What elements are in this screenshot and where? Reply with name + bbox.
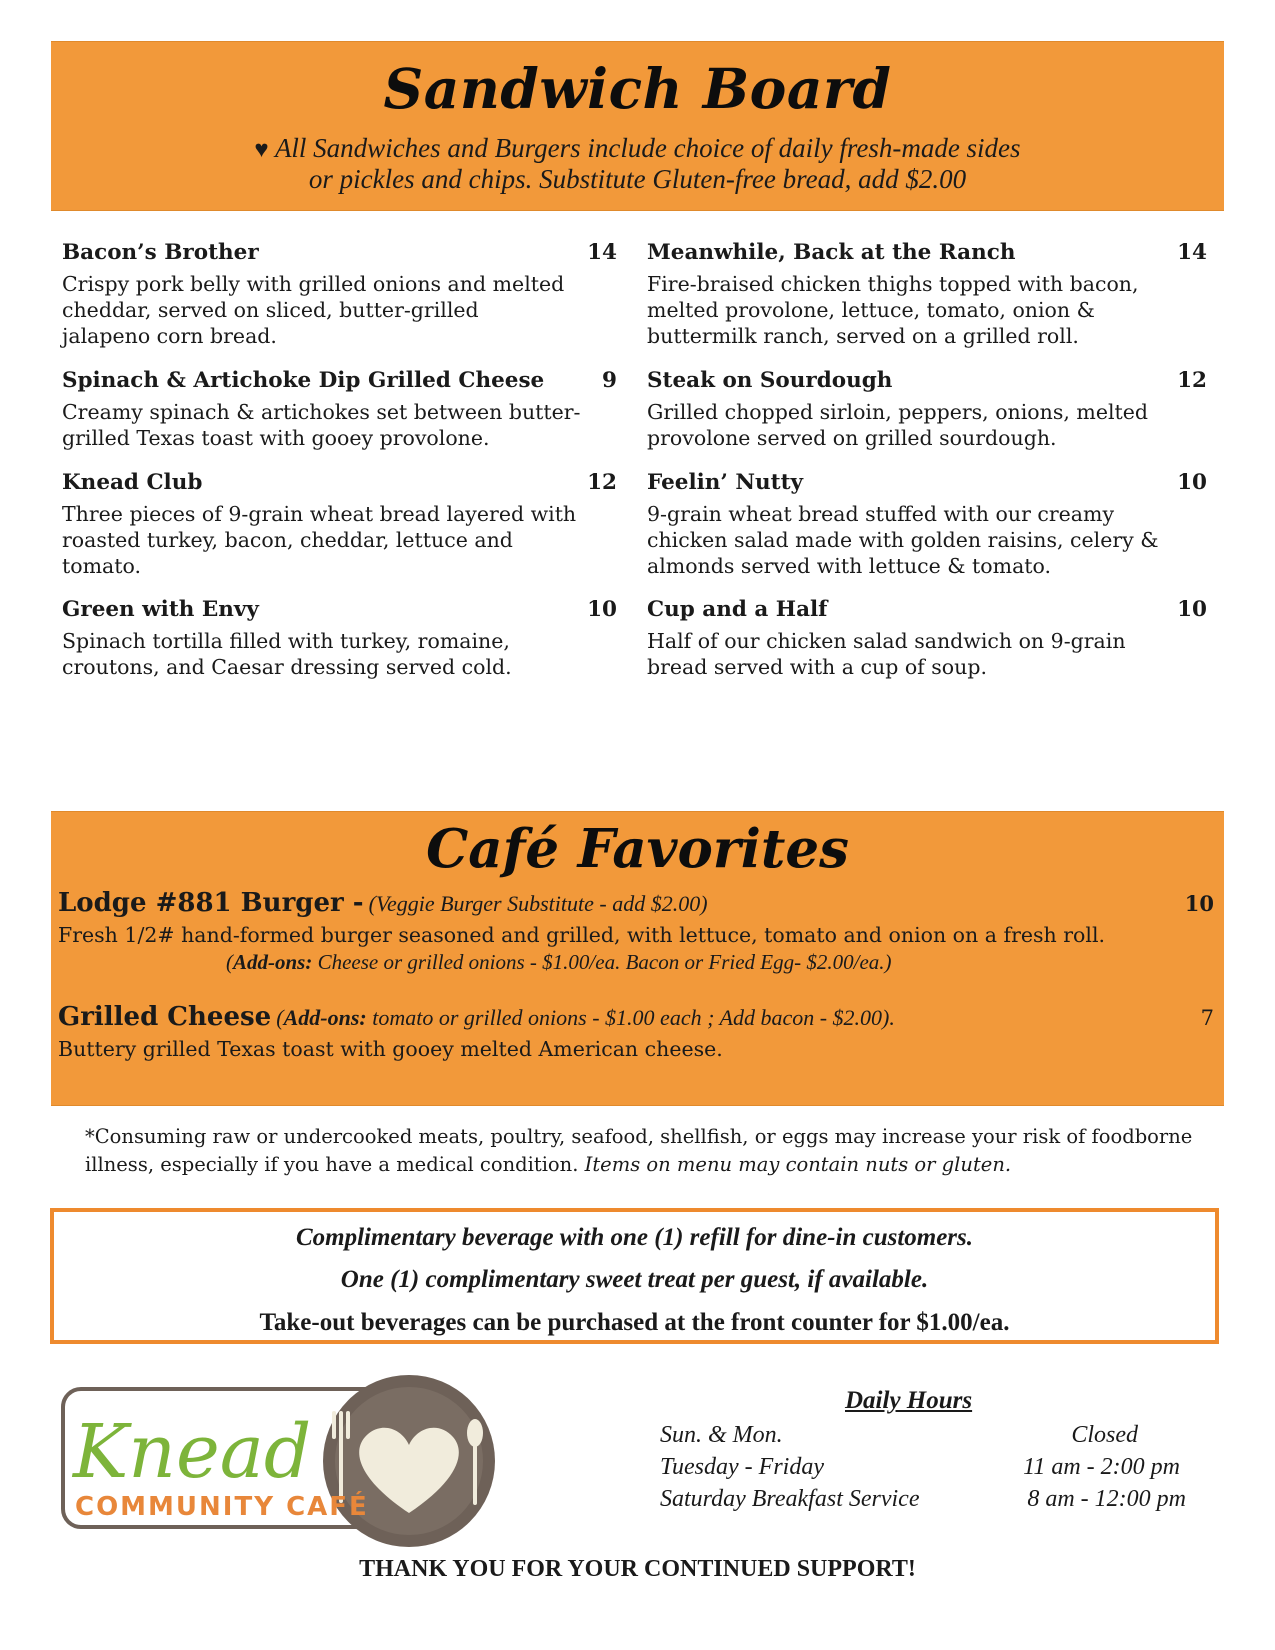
addon-text: Cheese or grilled onions - $1.00/ea. Bacon or Fried Egg- $2.00/ea.) xyxy=(317,950,892,974)
note-line-1: All Sandwiches and Burgers include choice of daily fresh-made sides xyxy=(274,133,1021,163)
item-price: 12 xyxy=(1177,368,1207,393)
item-price: 10 xyxy=(587,597,617,622)
logo-word-community-cafe: COMMUNITY CAFÉ xyxy=(75,1492,369,1522)
item-description: 9-grain wheat bread stuffed with our creamy chicken salad made with golden raisins, celery & almonds served with lettuce & tomato. xyxy=(647,502,1159,578)
menu-item xyxy=(62,597,617,680)
addon-label: Add-ons: xyxy=(233,950,313,974)
item-description: Grilled chopped sirloin, peppers, onions, melted provolone served on grilled sourdough. xyxy=(647,400,1149,450)
menu-item xyxy=(647,597,1207,680)
addon-label: Add-ons: xyxy=(283,1005,367,1030)
item-price: 10 xyxy=(1177,470,1207,495)
burger-addons: (Add-ons: Cheese or grilled onions - $1.00/ea. Bacon or Fried Egg- $2.00/ea.) xyxy=(226,950,892,974)
burger-note: (Veggie Burger Substitute - add $2.00) xyxy=(368,891,708,916)
menu-item xyxy=(647,240,1207,349)
grilled-cheese-description: Buttery grilled Texas toast with gooey melted American cheese. xyxy=(58,1037,723,1061)
beverage-line-3: Take-out beverages can be purchased at the front counter for $1.00/ea. xyxy=(259,1309,1010,1336)
thank-you-message: THANK YOU FOR YOUR CONTINUED SUPPORT! xyxy=(359,1556,916,1582)
food-safety-disclaimer xyxy=(85,1123,1195,1179)
item-name: Cup and a Half xyxy=(647,597,828,622)
cafe-favorites-banner xyxy=(51,811,1224,1106)
sandwich-board-banner xyxy=(51,41,1224,211)
item-name: Green with Envy xyxy=(62,597,259,622)
hours-time: Closed xyxy=(1071,1422,1138,1448)
item-price: 9 xyxy=(602,368,617,393)
cafe-favorites-title: Café Favorites xyxy=(426,818,849,880)
hours-day: Tuesday - Friday xyxy=(660,1454,824,1480)
grilled-cheese-item xyxy=(58,1002,1214,1062)
beverage-line-2: One (1) complimentary sweet treat per guest, if available. xyxy=(340,1266,929,1293)
knead-community-cafe-logo xyxy=(61,1373,497,1549)
menu-item xyxy=(647,470,1207,579)
item-price: 14 xyxy=(1177,240,1207,265)
logo-graphic xyxy=(61,1373,497,1549)
item-description: Three pieces of 9-grain wheat bread layered with roasted turkey, bacon, cheddar, lettuce and tomato. xyxy=(62,502,577,578)
addon-text: tomato or grilled onions - $1.00 each ; Add bacon - $2.00). xyxy=(372,1005,895,1030)
disclaimer-allergen-note: Items on menu may contain nuts or gluten. xyxy=(584,1153,1012,1176)
burger-name: Lodge #881 Burger - xyxy=(58,888,364,918)
note-line-2: or pickles and chips. Substitute Gluten-free bread, add $2.00 xyxy=(308,164,967,194)
burger-description: Fresh 1/2# hand-formed burger seasoned and grilled, with lettuce, tomato and onion on a fresh roll. xyxy=(58,923,1106,947)
grilled-cheese-addons: (Add-ons: tomato or grilled onions - $1.00 each ; Add bacon - $2.00). xyxy=(276,1005,895,1030)
grilled-cheese-price: 7 xyxy=(1200,1006,1214,1030)
burger-item xyxy=(58,888,1214,975)
hours-day: Sun. & Mon. xyxy=(660,1422,783,1448)
item-price: 14 xyxy=(587,240,617,265)
hours-day: Saturday Breakfast Service xyxy=(660,1486,920,1512)
grilled-cheese-name: Grilled Cheese xyxy=(58,1002,272,1032)
item-description: Spinach tortilla filled with turkey, romaine, croutons, and Caesar dressing served cold. xyxy=(62,629,512,679)
item-name: Meanwhile, Back at the Ranch xyxy=(647,240,1016,265)
sandwich-board-title: Sandwich Board xyxy=(383,56,892,121)
sandwich-board-note xyxy=(51,134,1224,194)
item-description: Creamy spinach & artichokes set between butter-grilled Texas toast with gooey provolone. xyxy=(62,400,581,450)
item-price: 10 xyxy=(1177,597,1207,622)
heart-icon: ♥ xyxy=(254,137,269,163)
menu-item xyxy=(647,368,1207,451)
logo-word-knead: Knead xyxy=(73,1409,312,1495)
item-name: Steak on Sourdough xyxy=(647,368,893,393)
item-description: Half of our chicken salad sandwich on 9-grain bread served with a cup of soup. xyxy=(647,629,1126,679)
burger-price: 10 xyxy=(1184,891,1214,916)
hours-time: 11 am - 2:00 pm xyxy=(1023,1454,1180,1480)
item-description: Fire-braised chicken thighs topped with bacon, melted provolone, lettuce, tomato, onion & buttermilk ranch, served on a grilled roll. xyxy=(647,272,1139,348)
item-description: Crispy pork belly with grilled onions and melted cheddar, served on sliced, butter-grilled jalapeno corn bread. xyxy=(62,272,565,348)
beverage-info-box xyxy=(50,1208,1219,1344)
hours-time: 8 am - 12:00 pm xyxy=(1027,1486,1186,1512)
disclaimer-text: *Consuming raw or undercooked meats, poultry, seafood, shellfish, or eggs may increase your risk of foodborne illness, especially if you have a medical condition. xyxy=(85,1125,1193,1176)
beverage-line-1: Complimentary beverage with one (1) refill for dine-in customers. xyxy=(295,1224,974,1251)
daily-hours-title: Daily Hours xyxy=(845,1387,973,1414)
menu-item xyxy=(62,368,617,451)
item-name: Bacon’s Brother xyxy=(62,240,259,265)
item-name: Spinach & Artichoke Dip Grilled Cheese xyxy=(62,368,545,393)
item-name: Feelin’ Nutty xyxy=(647,470,804,495)
menu-item xyxy=(62,240,617,349)
menu-item xyxy=(62,470,617,579)
item-name: Knead Club xyxy=(62,470,203,495)
item-price: 12 xyxy=(587,470,617,495)
